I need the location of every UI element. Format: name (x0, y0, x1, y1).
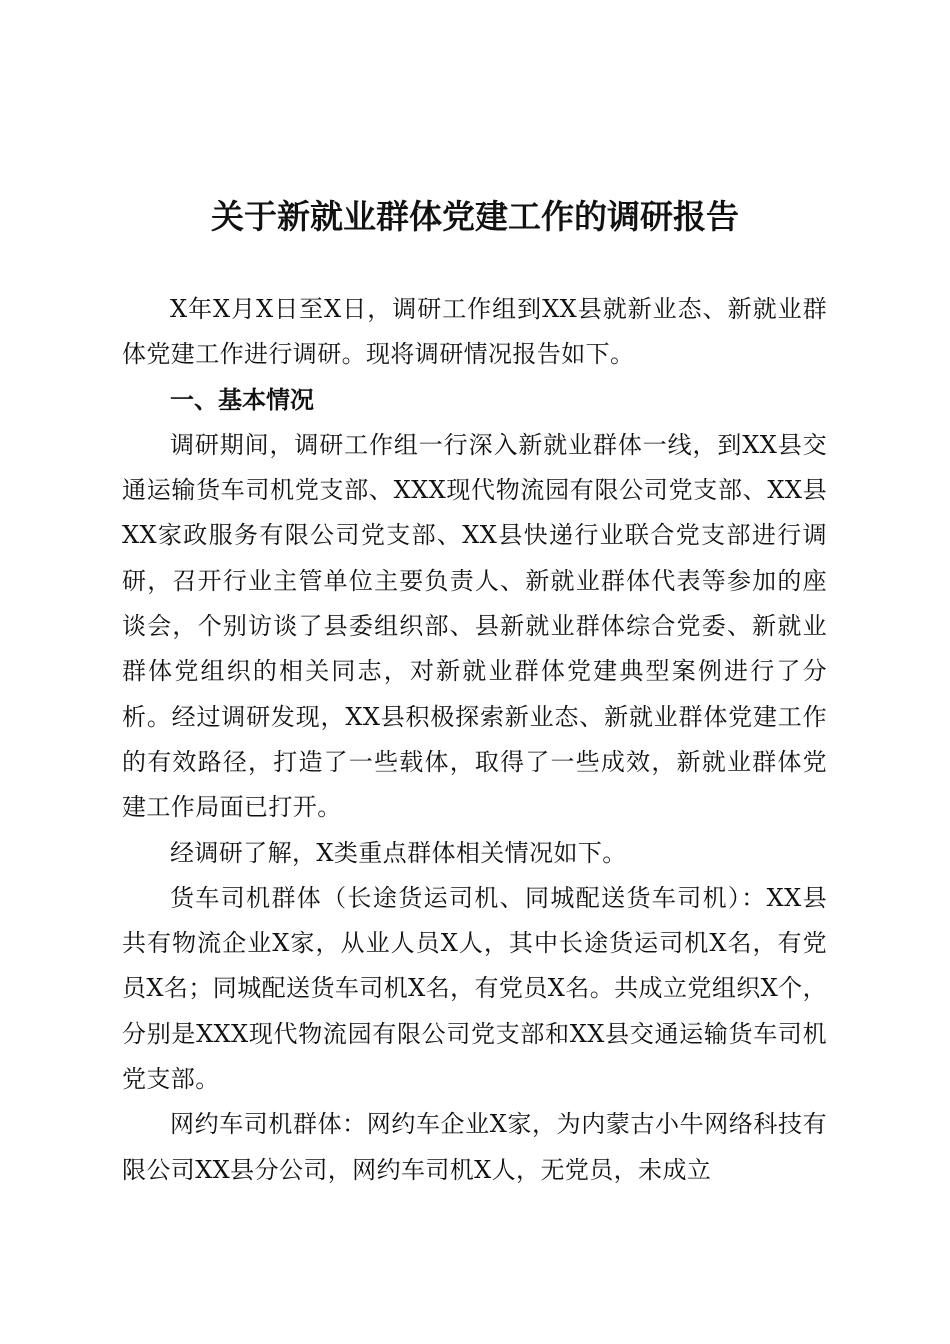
section-heading-basic-situation: 一、基本情况 (170, 385, 314, 414)
key-groups-intro-paragraph: 经调研了解，X类重点群体相关情况如下。 (170, 838, 627, 867)
document-title: 关于新就业群体党建工作的调研报告 (211, 197, 739, 236)
document-body (122, 287, 827, 1193)
ride-hailing-driver-paragraph: 网约车司机群体：网约车企业X家，为内蒙古小牛网络科技有限公司XX县分公司，网约车司机X人，无党员，未成立 (122, 1110, 827, 1184)
survey-process-paragraph: 调研期间，调研工作组一行深入新就业群体一线，到XX县交通运输货车司机党支部、XXX现代物流园有限公司党支部、XX县XX家政服务有限公司党支部、XX县快递行业联合党支部进行调研，召开行业主管单位主要负责人、新就业群体代表等参加的座谈会，个别访谈了县委组织部、县新就业群体综合党委、新就业群体党组织的相关同志，对新就业群体党建典型案例进行了分析。经过调研发现，XX县积极探索新业态、新就业群体党建工作的有效路径，打造了一些载体，取得了一些成效，新就业群体党建工作局面已打开。 (122, 430, 827, 822)
intro-paragraph: X年X月X日至X日，调研工作组到XX县就新业态、新就业群体党建工作进行调研。现将调研情况报告如下。 (122, 295, 827, 369)
truck-driver-paragraph: 货车司机群体（长途货运司机、同城配送货车司机）：XX县共有物流企业X家，从业人员X人，其中长途货运司机X名，有党员X名；同城配送货车司机X名，有党员X名。共成立党组织X个，分别是XXX现代物流园有限公司党支部和XX县交通运输货车司机党支部。 (122, 883, 827, 1094)
